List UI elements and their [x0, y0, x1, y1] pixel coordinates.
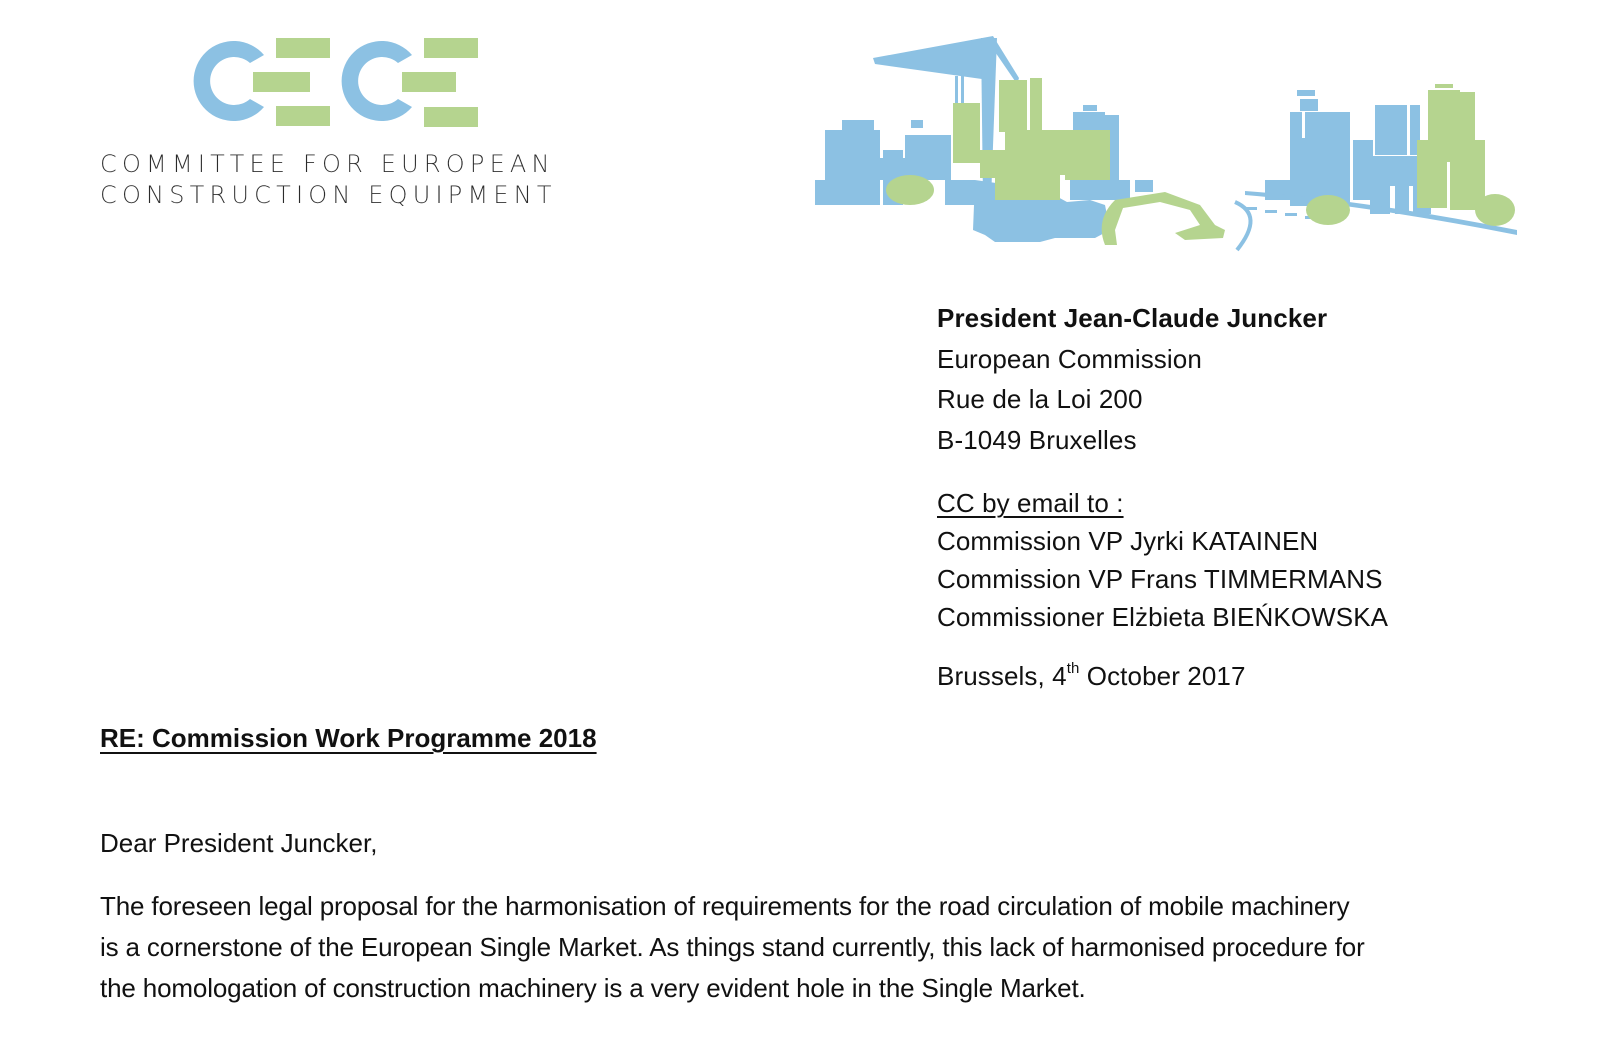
org-name-line-2: CONSTRUCTION EQUIPMENT	[100, 181, 557, 209]
construction-skyline-illustration	[805, 30, 1525, 260]
recipient-name: President Jean-Claude Juncker	[937, 303, 1328, 333]
date-suffix: October 2017	[1079, 661, 1246, 691]
recipient-organisation: European Commission	[937, 344, 1202, 374]
tree-icon	[1306, 195, 1350, 225]
letter-date	[937, 660, 1246, 691]
cece-logo	[180, 33, 480, 129]
tree-icon	[1475, 194, 1515, 226]
excavator-icon	[1102, 192, 1225, 245]
salutation: Dear President Juncker,	[100, 828, 378, 858]
body-paragraph-line: is a cornerstone of the European Single Market. As things stand currently, this lack of harmonised procedure for	[100, 932, 1365, 962]
body-paragraph-line: the homologation of construction machinery is a very evident hole in the Single Market.	[100, 973, 1086, 1003]
body-paragraph-line: The foreseen legal proposal for the harmonisation of requirements for the road circulation of mobile machinery	[100, 891, 1350, 921]
recipient-city: B-1049 Bruxelles	[937, 425, 1137, 455]
cc-recipient: Commission VP Jyrki KATAINEN	[937, 526, 1319, 556]
recipient-street: Rue de la Loi 200	[937, 384, 1143, 414]
org-name-line-1: COMMITTEE FOR EUROPEAN	[100, 150, 555, 178]
crane-icon	[873, 36, 1019, 84]
cc-label: CC by email to :	[937, 488, 1124, 518]
date-ordinal: th	[1066, 660, 1080, 677]
date-prefix: Brussels, 4	[937, 661, 1067, 691]
subject-line: RE: Commission Work Programme 2018	[100, 723, 597, 753]
tree-icon	[886, 175, 934, 205]
cc-recipient: Commission VP Frans TIMMERMANS	[937, 564, 1383, 594]
cc-recipient: Commissioner Elżbieta BIEŃKOWSKA	[937, 602, 1389, 632]
logo-c-right	[342, 41, 412, 121]
